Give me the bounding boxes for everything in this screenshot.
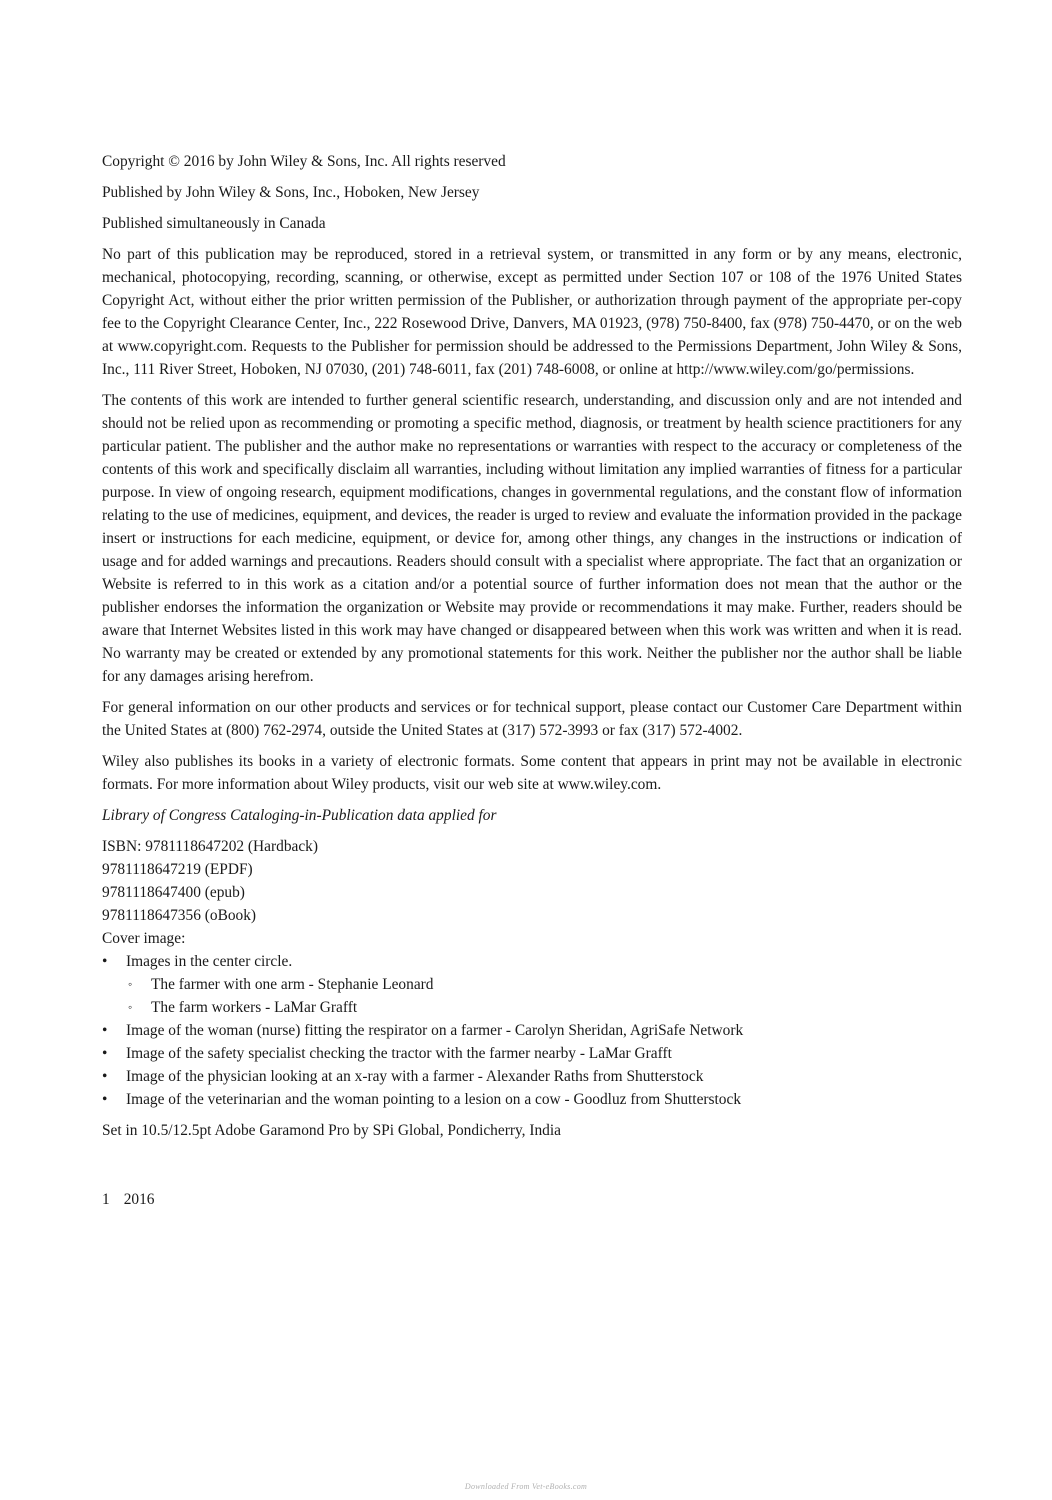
isbn-hardback: ISBN: 9781118647202 (Hardback) (102, 838, 319, 855)
cover-image-label: Cover image: (102, 930, 186, 947)
canada-line: Published simultaneously in Canada (102, 215, 326, 232)
list-item (102, 950, 962, 1019)
printing-number: 1 (102, 1191, 110, 1208)
list-item: • Image of the woman (nurse) fitting the respirator on a farmer - Carolyn Sheridan, AgriSafe Network (102, 1019, 962, 1042)
list-item: • Image of the veterinarian and the woman pointing to a lesion on a cow - Goodluz from Shutterstock (102, 1088, 962, 1111)
isbn-epdf: 9781118647219 (EPDF) (102, 861, 253, 878)
loc-cataloging-line: Library of Congress Cataloging-in-Publication data applied for (102, 807, 497, 824)
printing-year: 2016 (123, 1191, 155, 1208)
sub-list-item: ◦ The farmer with one arm - Stephanie Leonard (126, 973, 962, 996)
center-circle-sublist (126, 973, 962, 1019)
isbn-epub: 9781118647400 (epub) (102, 884, 245, 901)
cover-credits-list (102, 950, 962, 1111)
sub-list-item: ◦ The farm workers - LaMar Grafft (126, 996, 962, 1019)
publisher-line: Published by John Wiley & Sons, Inc., Hoboken, New Jersey (102, 184, 480, 201)
support-paragraph: For general information on our other products and services or for technical support, please contact our Customer Care Department within the United States at (800) 762-2974, outside the United States at (317) 572-3993 or fax (317) 572-4002. (102, 699, 962, 739)
disclaimer-paragraph: The contents of this work are intended to further general scientific research, understanding, and discussion only and are not intended and should not be relied upon as recommending or promoting a specific method, diagnosis, or treatment by health science practitioners for any particular patient. The publisher and the author make no representations or warranties with respect to the accuracy or completeness of the contents of this work and specifically disclaim all warranties, including without limitation any implied warranties of fitness for a particular purpose. In view of ongoing research, equipment modifications, changes in governmental regulations, and the constant flow of information relating to the use of medicines, equipment, and devices, the reader is urged to review and evaluate the information provided in the package insert or instructions for each medicine, equipment, or device for, among other things, any changes in the instructions or indication of usage and for added warnings and precautions. Readers should consult with a specialist where appropriate. The fact that an organization or Website is referred to in this work as a citation and/or a potential source of further information does not mean that the author or the publisher endorses the information the organization or Website may provide or recommendations it may make. Further, readers should be aware that Internet Websites listed in this work may have changed or disappeared between when this work was written and when it is read. No warranty may be created or extended by any promotional statements for this work. Neither the publisher nor the author shall be liable for any damages arising herefrom. (102, 392, 963, 685)
typesetting-note: Set in 10.5/12.5pt Adobe Garamond Pro by SPi Global, Pondicherry, India (102, 1122, 561, 1139)
isbn-obook: 9781118647356 (oBook) (102, 907, 257, 924)
permissions-paragraph: No part of this publication may be reproduced, stored in a retrieval system, or transmitted in any form or by any means, electronic, mechanical, photocopying, recording, scanning, or otherwise, except as permitted under Section 107 or 108 of the 1976 United States Copyright Act, without either the prior written permission of the Publisher, or authorization through payment of the appropriate per-copy fee to the Copyright Clearance Center, Inc., 222 Rosewood Drive, Danvers, MA 01923, (978) 750-8400, fax (978) 750-4470, or on the web at www.copyright.com. Requests to the Publisher for permission should be addressed to the Permissions Department, John Wiley & Sons, Inc., 111 River Street, Hoboken, NJ 07030, (201) 748-6011, fax (201) 748-6008, or online at http://www.wiley.com/go/permissions. (102, 246, 962, 378)
copyright-page (102, 150, 962, 1211)
list-item: • Image of the safety specialist checking the tractor with the farmer nearby - LaMar Grafft (102, 1042, 962, 1065)
cover-item-center-circle: Images in the center circle. (126, 953, 293, 970)
list-item: • Image of the physician looking at an x-ray with a farmer - Alexander Raths from Shutterstock (102, 1065, 962, 1088)
isbn-list (102, 835, 962, 950)
printing-line (102, 1188, 962, 1211)
download-watermark: Downloaded From Vet-eBooks.com (464, 1482, 588, 1491)
copyright-line: Copyright © 2016 by John Wiley & Sons, Inc. All rights reserved (102, 153, 506, 170)
formats-paragraph: Wiley also publishes its books in a variety of electronic formats. Some content that appears in print may not be available in electronic formats. For more information about Wiley products, visit our web site at www.wiley.com. (102, 753, 962, 793)
